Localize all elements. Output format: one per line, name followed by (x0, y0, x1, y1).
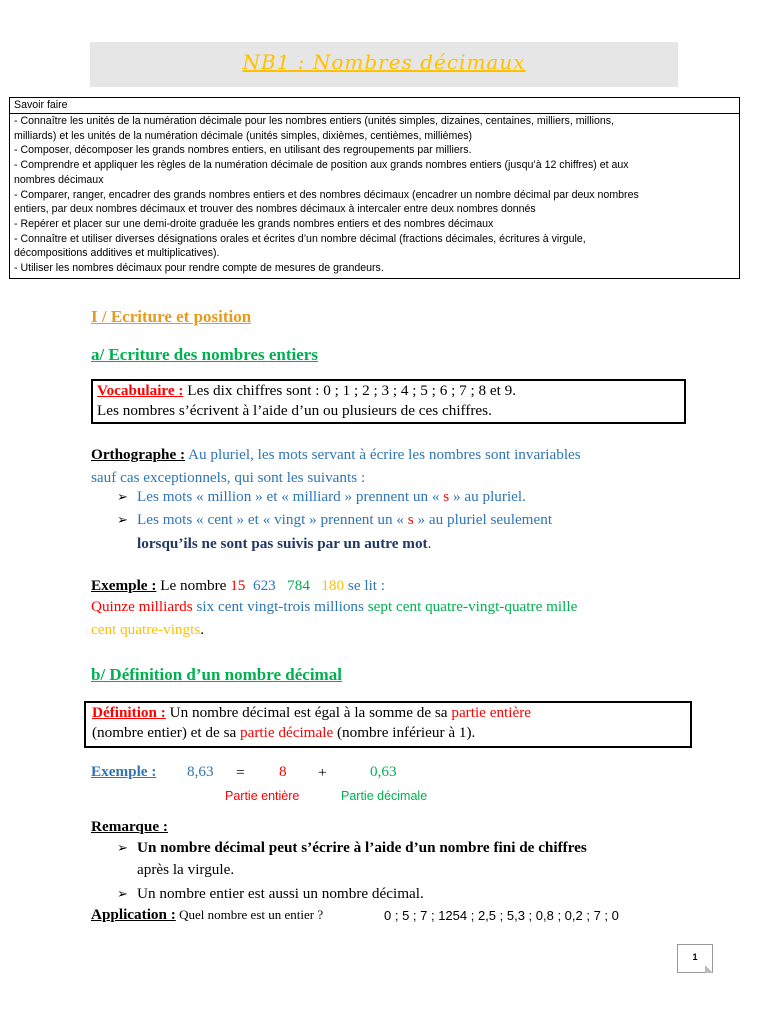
ortho-label: Orthographe : (91, 446, 186, 463)
section-heading-a: a/ Ecriture des nombres entiers (91, 345, 318, 364)
def-line-2 (92, 723, 684, 743)
words-part-2: six cent vingt-trois millions (192, 598, 364, 615)
caption-partie-entiere: Partie entière (225, 789, 300, 803)
bullet-1-text-b: » au pluriel. (449, 488, 526, 505)
savoir-line: - Repérer et placer sur une demi-droite graduée les grands nombres entiers et des nombres décimaux (14, 217, 494, 230)
title-bar (90, 42, 678, 87)
vocab-label: Vocabulaire : (97, 382, 184, 399)
exemple-b-label: Exemple : (91, 763, 157, 780)
ortho-text-1: Au pluriel, les mots servant à écrire les nombres sont invariables (185, 446, 581, 463)
savoir-line: - Comprendre et appliquer les règles de la numération décimale de position aux grands nombres entiers (jusqu’à 12 chiffres) et aux (14, 159, 629, 172)
bullet-2-line-2 (137, 534, 431, 554)
remarque-2: Un nombre entier est aussi un nombre décimal. (137, 885, 424, 902)
bullet-1 (137, 487, 526, 507)
bullet-1-s: s (443, 488, 450, 505)
exemple-se-lit: se lit : (344, 577, 386, 594)
orthographe-para (91, 445, 691, 488)
application-label: Application : (91, 906, 176, 923)
def-partie-entiere: partie entière (451, 704, 532, 721)
page-fold-icon (705, 965, 713, 973)
words-part-3: sept cent quatre-vingt-quatre mille (363, 598, 578, 615)
vocabulaire-box (91, 379, 686, 424)
page-title: NB1 : Nombres décimaux (242, 50, 526, 74)
number-part-1: 15 (230, 577, 246, 594)
savoir-line: - Connaître et utiliser diverses désignations orales et écrites d’un nombre décimal (fractions décimales, écritures à virgule, (14, 232, 586, 245)
ortho-line-1 (91, 445, 691, 465)
bullet-2-end: . (427, 535, 432, 552)
words-end: . (200, 621, 205, 638)
exemple-number: 8,63 (187, 763, 214, 780)
remarque-label: Remarque : (91, 818, 168, 835)
def-line-1 (92, 703, 684, 723)
savoir-line: - Connaître les unités de la numération décimale pour les nombres entiers (unités simples, dizaines, centaines, milliers, millions, (14, 115, 614, 127)
application-values: 0 ; 5 ; 7 ; 1254 ; 2,5 ; 5,3 ; 0,8 ; 0,2 ; 7 ; 0 (384, 908, 619, 923)
arrow-bullet-icon: ➢ (117, 886, 128, 901)
savoir-faire-box (9, 97, 740, 279)
savoir-line: entiers, par deux nombres décimaux et trouver des nombres décimaux à intercaler entre deux nombres donnés (14, 203, 536, 216)
exemple-dec-part: 0,63 (370, 763, 397, 780)
section-heading-b: b/ Définition d’un nombre décimal (91, 665, 342, 684)
savoir-line: - Comparer, ranger, encadrer des grands nombres entiers et des nombres décimaux (encadrer un nombre décimal par deux nombres (14, 188, 639, 201)
def-partie-decimale: partie décimale (240, 724, 334, 741)
application-line (91, 905, 323, 925)
arrow-bullet-icon: ➢ (117, 512, 128, 527)
vocab-text-1: Les dix chiffres sont : 0 ; 1 ; 2 ; 3 ; 4 ; 5 ; 6 ; 7 ; 8 et 9. (183, 382, 517, 399)
savoir-line: milliards) et les unités de la numération décimale (unités simples, dixièmes, centièmes, millièmes) (14, 129, 473, 142)
def-text-2: (nombre entier) et de sa (92, 724, 241, 741)
number-in-words (91, 597, 711, 617)
exemple-line (91, 576, 385, 596)
savoir-faire-body (10, 114, 739, 276)
application-question: Quel nombre est un entier ? (175, 907, 324, 922)
savoir-line: - Utiliser les nombres décimaux pour rendre compte de mesures de grandeurs. (14, 262, 384, 275)
exemple-label: Exemple : (91, 577, 157, 594)
bullet-2-s: s (407, 511, 414, 528)
bullet-2-bold: lorsqu’ils ne sont pas suivis par un autre mot (137, 535, 428, 552)
exemple-intro: Le nombre (156, 577, 231, 594)
arrow-bullet-icon: ➢ (117, 489, 128, 504)
equals-sign: = (236, 764, 245, 781)
def-label: Définition : (92, 704, 166, 721)
page-number-box (677, 944, 713, 973)
words-part-4: cent quatre-vingts (91, 621, 201, 638)
caption-partie-decimale: Partie décimale (341, 789, 428, 803)
exemple-int-part: 8 (279, 763, 287, 780)
vocab-line-1 (97, 381, 680, 401)
definition-box (84, 701, 692, 748)
number-part-4: 180 (321, 577, 345, 594)
bullet-2 (137, 510, 552, 530)
section-heading-1: I / Ecriture et position (91, 307, 252, 326)
number-part-3: 784 (287, 577, 310, 594)
savoir-line: - Composer, décomposer les grands nombres entiers, en utilisant des regroupements par milliers. (14, 144, 472, 157)
remarque-1-line-2: après la virgule. (137, 861, 235, 878)
bullet-2-text-b: » au pluriel seulement (413, 511, 553, 528)
bullet-1-text-a: Les mots « million » et « milliard » prennent un « (137, 488, 444, 505)
words-part-1: Quinze milliards (91, 598, 193, 615)
page-number: 1 (692, 952, 698, 962)
def-text-1: Un nombre décimal est égal à la somme de sa (165, 704, 452, 721)
savoir-line: décompositions additives et multiplicatives). (14, 247, 220, 260)
number-part-2: 623 (252, 577, 276, 594)
vocab-line-2: Les nombres s’écrivent à l’aide d’un ou plusieurs de ces chiffres. (97, 402, 492, 419)
ortho-text-2: sauf cas exceptionnels, qui sont les suivants : (91, 469, 366, 486)
savoir-faire-header: Savoir faire (10, 98, 739, 114)
arrow-bullet-icon: ➢ (117, 840, 128, 855)
savoir-line: nombres décimaux (14, 173, 104, 186)
def-text-3: (nombre inférieur à 1). (333, 724, 476, 741)
bullet-2-text-a: Les mots « cent » et « vingt » prennent un « (137, 511, 408, 528)
remarque-1-line-1: Un nombre décimal peut s’écrire à l’aide d’un nombre fini de chiffres (137, 839, 587, 856)
plus-sign: + (318, 764, 327, 781)
number-in-words-2 (91, 620, 204, 640)
